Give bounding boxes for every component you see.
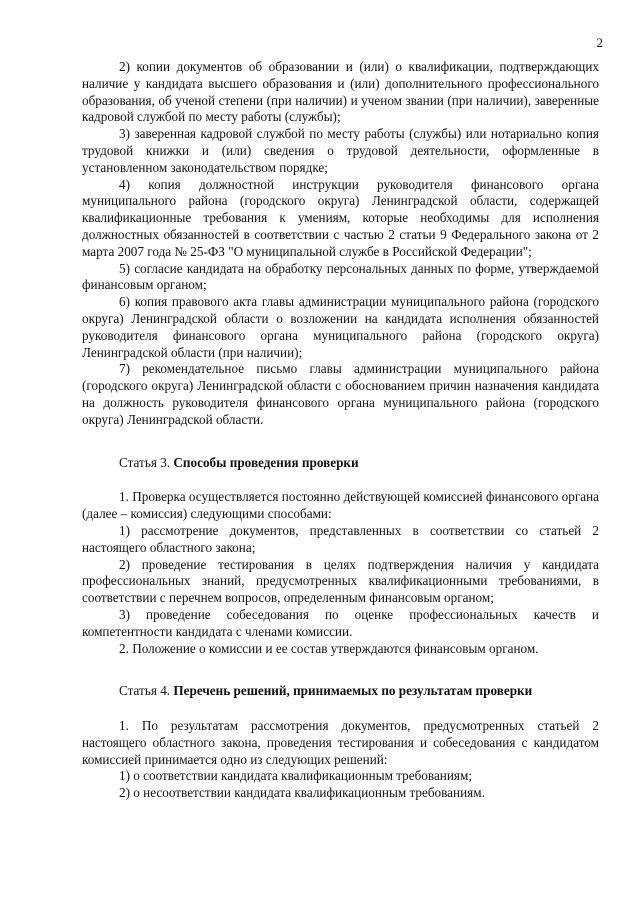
list-item: 6) копия правового акта главы администрации муниципального района (городского округа) Ленинградской области о возложении на кандидата исполнения обязанностей руководителя финансового органа муниципального района (городского округа) Ленинградской области (при наличии); [82, 294, 599, 360]
article-4-paragraph: 1. По результатам рассмотрения документов, предусмотренных статьей 2 настоящего областного закона, проведения тестирования и собеседования с кандидатом комиссией принимается одно из следующих решений: [82, 718, 599, 767]
article-3-title: Способы проведения проверки [173, 454, 359, 470]
page-number: 2 [596, 35, 603, 50]
article-3-paragraph: 2. Положение о комиссии и ее состав утверждаются финансовым органом. [119, 640, 539, 656]
article-4-paragraph: 2) о несоответствии кандидата квалификационным требованиям. [119, 785, 485, 801]
article-4-prefix: Статья 4. [119, 683, 171, 699]
document-body [82, 59, 599, 802]
list-item: 2) копии документов об образовании и (или) о квалификации, подтверждающих наличие у кандидата высшего образования и (или) дополнительного профессионального образования, об ученой степени (при наличии) и ученом звании (при наличии), заверенные кадровой службой по месту работы (службы); [82, 59, 599, 125]
list-item: 3) заверенная кадровой службой по месту работы (службы) или нотариально копия трудовой книжки и (или) сведения о трудовой деятельности, оформленные в установленном законодательством порядке; [82, 126, 599, 175]
article-3-paragraph: 2) проведение тестирования в целях подтверждения наличия у кандидата профессиональных знаний, предусмотренных квалификационными требованиями, в соответствии с перечнем вопросов, определенным финансовым органом; [82, 556, 599, 606]
list-item: 4) копия должностной инструкции руководителя финансового органа муниципального района (городского округа) Ленинградской области, содержащей квалификационные требования к умениям, которые необходимы для исполнения должностных обязанностей в соответствии с частью 2 статьи 9 Федерального закона от 2 марта 2007 года № 25-ФЗ "О муниципальной службе в Российской Федерации"; [82, 176, 599, 259]
article-3-paragraph: 3) проведение собеседования по оценке профессиональных качеств и компетентности кандидата с членами комиссии. [82, 606, 599, 639]
list-item: 5) согласие кандидата на обработку персональных данных по форме, утверждаемой финансовым органом; [82, 260, 599, 293]
list-item: 7) рекомендательное письмо главы администрации муниципального района (городского округа) Ленинградской области с обоснованием причин назначения кандидата на должность руководителя финансового органа муниципального района (городского округа) Ленинградской области. [82, 361, 599, 427]
article-3-heading [82, 455, 599, 472]
article-4-paragraph: 1) о соответствии кандидата квалификационным требованиям; [119, 768, 472, 784]
article-3-paragraph: 1) рассмотрение документов, представленных в соответствии со статьей 2 настоящего областного закона; [82, 522, 599, 555]
article-4-title: Перечень решений, принимаемых по результатам проверки [173, 683, 533, 699]
article-3-prefix: Статья 3. [119, 454, 171, 470]
article-4-heading [82, 683, 599, 700]
article-3-paragraph: 1. Проверка осуществляется постоянно действующей комиссией финансового органа (далее – комиссия) следующими способами: [82, 489, 599, 522]
